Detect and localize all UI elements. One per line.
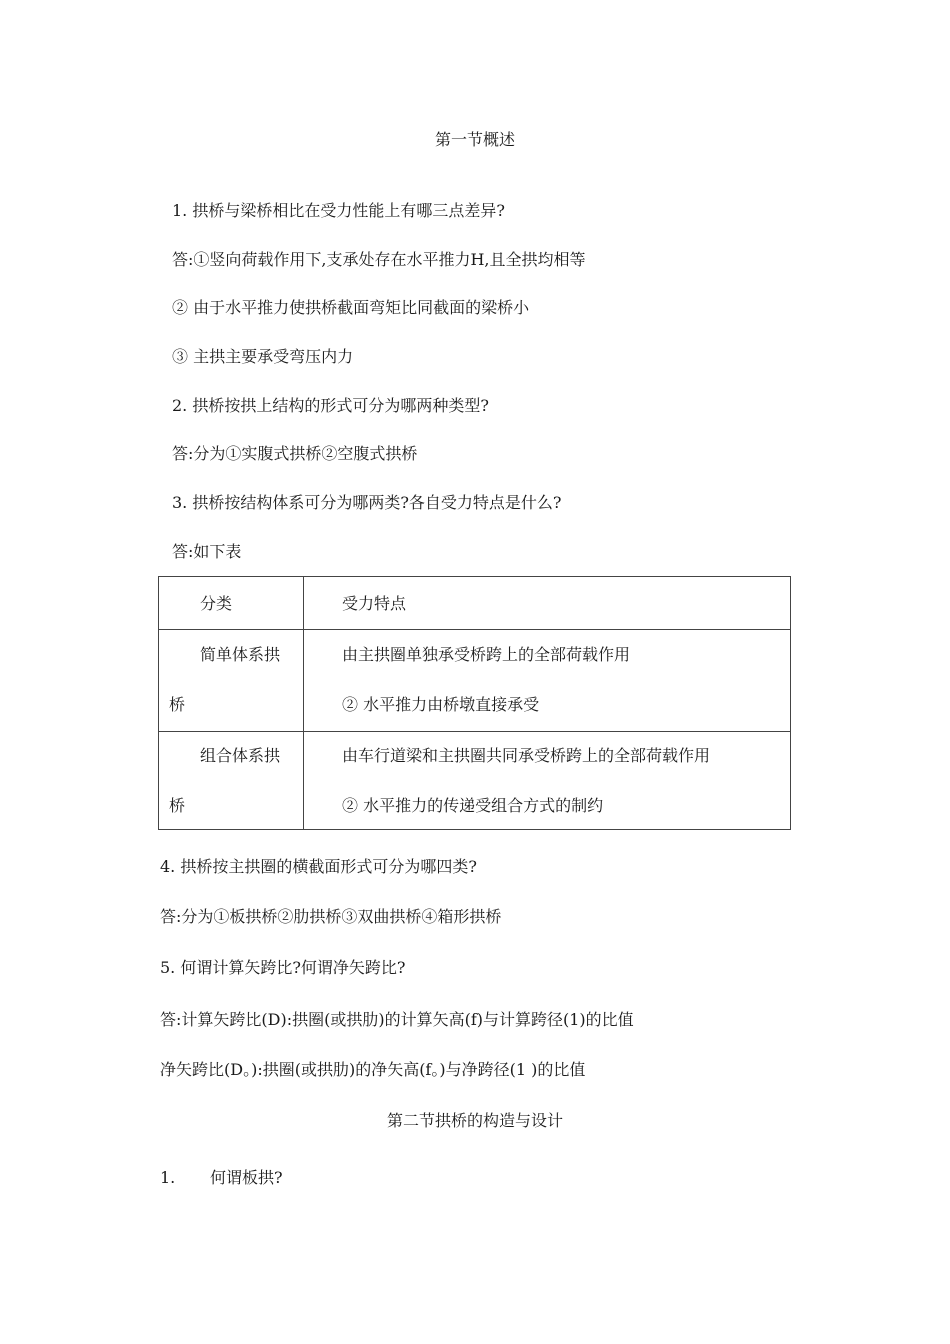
table-cell-feature: 由主拱圈单独承受桥跨上的全部荷载作用 xyxy=(342,645,631,664)
table-cell-category-cont: 桥 xyxy=(169,695,186,714)
answer-5-line-1: 答:计算矢跨比(D):拱圈(或拱肋)的计算矢高(f)与计算跨径(1)的比值 xyxy=(160,1010,634,1029)
table-cell-category: 简单体系拱 xyxy=(200,645,281,664)
question-2: 2. 拱桥按拱上结构的形式可分为哪两种类型? xyxy=(172,396,489,415)
table-divider-vertical xyxy=(303,577,304,829)
answer-1-line-3: ③ 主拱主要承受弯压内力 xyxy=(172,347,354,366)
table-divider-horizontal xyxy=(159,731,790,732)
question-1: 1. 拱桥与梁桥相比在受力性能上有哪三点差异? xyxy=(172,201,505,220)
answer-1-line-2: ② 由于水平推力使拱桥截面弯矩比同截面的梁桥小 xyxy=(172,298,530,317)
answer-3: 答:如下表 xyxy=(172,542,242,561)
section2-title: 第二节拱桥的构造与设计 xyxy=(386,1111,563,1130)
question-5: 5. 何谓计算矢跨比?何谓净矢跨比? xyxy=(160,958,406,977)
table-cell-category-cont: 桥 xyxy=(169,796,186,815)
question-3: 3. 拱桥按结构体系可分为哪两类?各自受力特点是什么? xyxy=(172,493,562,512)
answer-5-line-2: 净矢跨比(D。):拱圈(或拱肋)的净矢高(f。)与净跨径(1 )的比值 xyxy=(160,1060,586,1079)
answer-4: 答:分为①板拱桥②肋拱桥③双曲拱桥④箱形拱桥 xyxy=(160,907,502,926)
table-divider-horizontal xyxy=(159,629,790,630)
section2-question-1-number: 1. xyxy=(160,1168,176,1187)
table-cell-feature: 由车行道梁和主拱圈共同承受桥跨上的全部荷载作用 xyxy=(342,746,711,765)
answer-2: 答:分为①实腹式拱桥②空腹式拱桥 xyxy=(172,444,418,463)
table-header-category: 分类 xyxy=(200,594,233,613)
table-cell-feature: ② 水平推力由桥墩直接承受 xyxy=(342,695,540,714)
question-4: 4. 拱桥按主拱圈的横截面形式可分为哪四类? xyxy=(160,857,477,876)
table-cell-category: 组合体系拱 xyxy=(200,746,281,765)
section2-question-1: 何谓板拱? xyxy=(210,1168,283,1187)
section1-title: 第一节概述 xyxy=(434,130,515,149)
classification-table xyxy=(158,576,791,830)
answer-1-line-1: 答:①竖向荷载作用下,支承处存在水平推力H,且全拱均相等 xyxy=(172,250,586,269)
table-header-features: 受力特点 xyxy=(342,594,407,613)
table-cell-feature: ② 水平推力的传递受组合方式的制约 xyxy=(342,796,604,815)
